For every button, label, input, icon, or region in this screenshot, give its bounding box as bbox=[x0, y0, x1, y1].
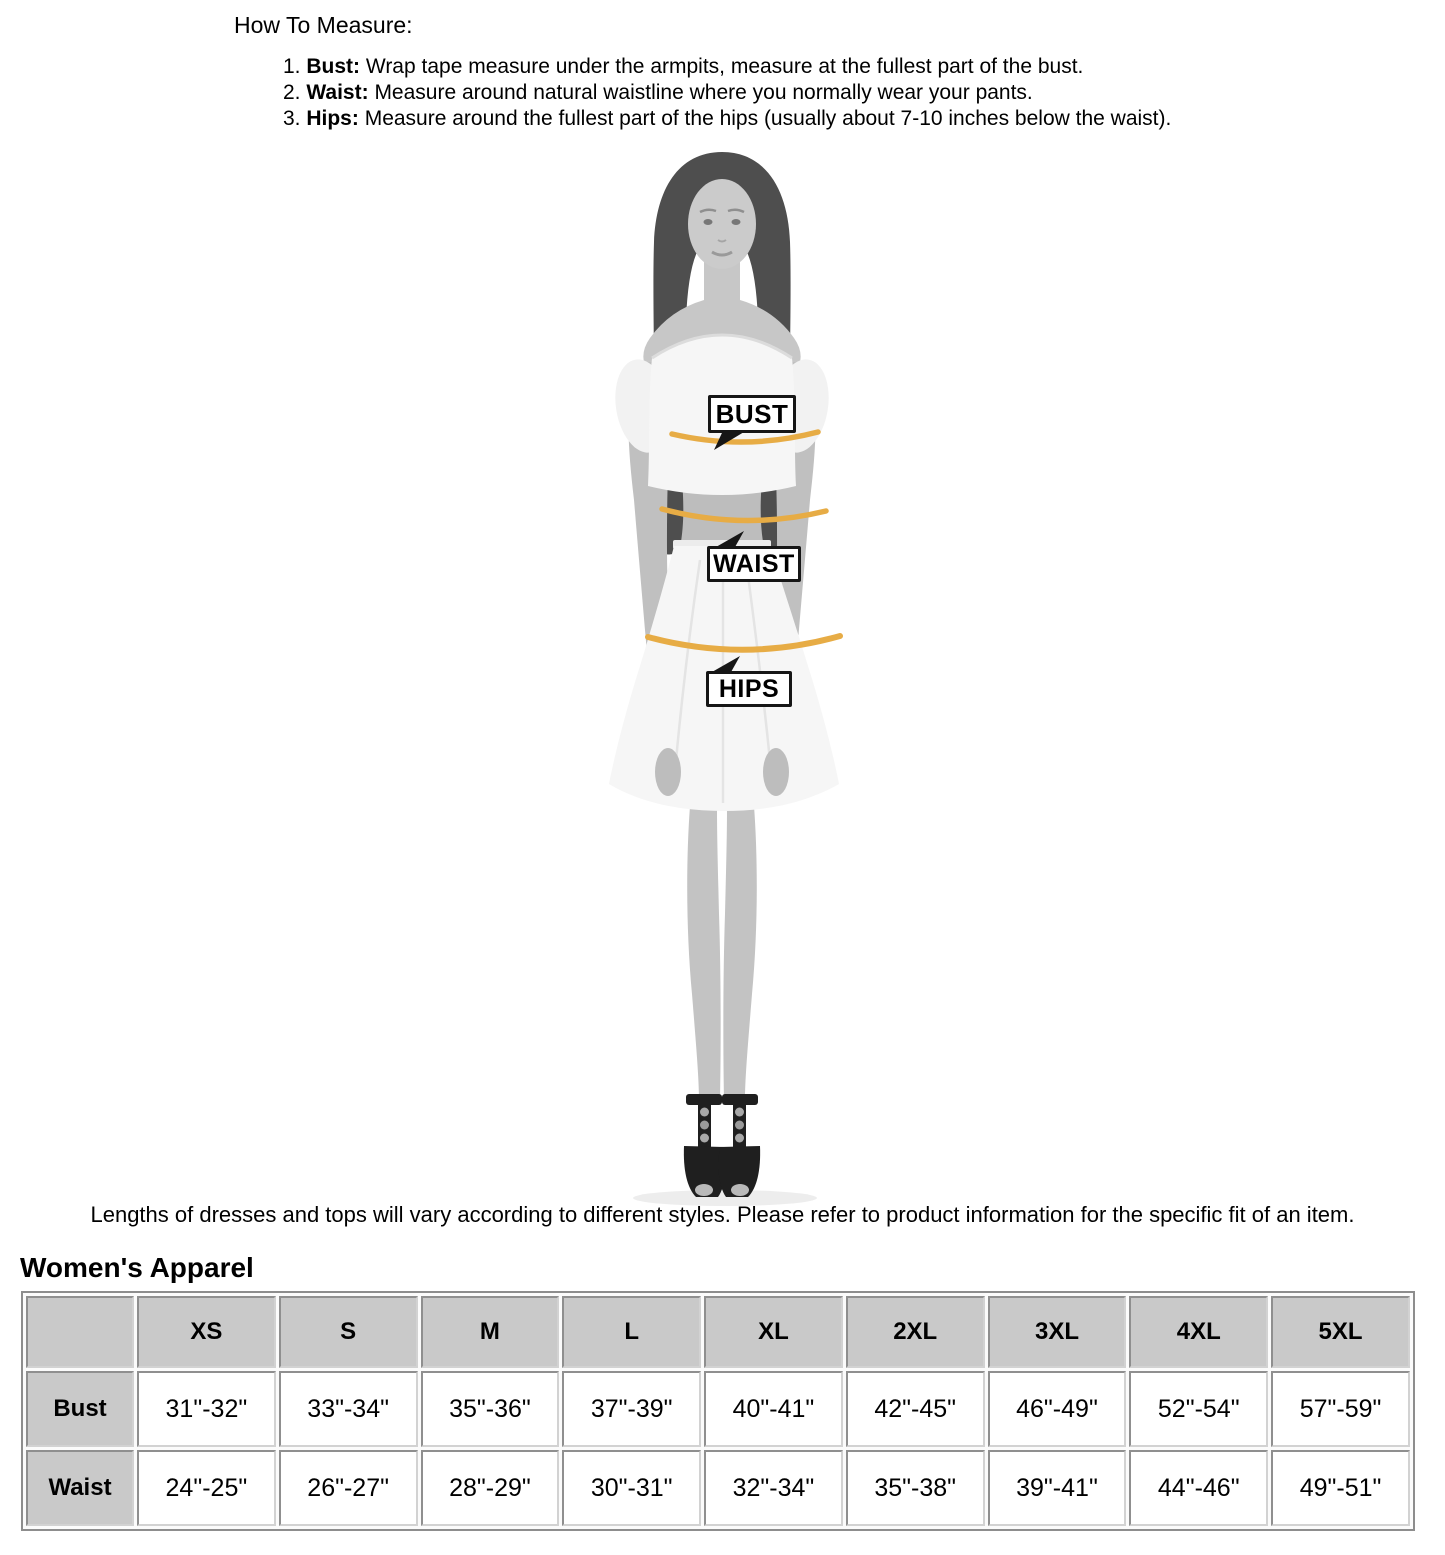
instruction-bust bbox=[283, 54, 1171, 80]
row-label-bust: Bust bbox=[26, 1371, 134, 1447]
bust-row bbox=[26, 1371, 1410, 1447]
waist-row bbox=[26, 1450, 1410, 1526]
size-cell: 37"-39" bbox=[562, 1371, 701, 1447]
left-hand bbox=[655, 748, 681, 796]
col-header-xs: XS bbox=[137, 1296, 276, 1368]
col-header-2xl: 2XL bbox=[846, 1296, 985, 1368]
instruction-waist bbox=[283, 80, 1171, 106]
col-header-s: S bbox=[279, 1296, 418, 1368]
size-cell: 32"-34" bbox=[704, 1450, 843, 1526]
size-cell: 33"-34" bbox=[279, 1371, 418, 1447]
right-hand bbox=[763, 748, 789, 796]
corner-cell bbox=[26, 1296, 134, 1368]
size-cell: 39"-41" bbox=[988, 1450, 1127, 1526]
womens-apparel-heading: Women's Apparel bbox=[20, 1252, 254, 1283]
col-header-xl: XL bbox=[704, 1296, 843, 1368]
instruction-text: Measure around natural waistline where you normally wear your pants. bbox=[374, 81, 1033, 104]
measure-instructions bbox=[283, 54, 1171, 132]
size-table bbox=[21, 1291, 1415, 1531]
bust-label-tag: BUST bbox=[708, 395, 796, 433]
instruction-number: 1. bbox=[283, 55, 301, 78]
measurement-figure bbox=[540, 148, 910, 1208]
col-header-4xl: 4XL bbox=[1129, 1296, 1268, 1368]
instruction-label: Hips: bbox=[306, 107, 359, 130]
size-cell: 26"-27" bbox=[279, 1450, 418, 1526]
size-cell: 35"-38" bbox=[846, 1450, 985, 1526]
instruction-number: 2. bbox=[283, 81, 301, 104]
left-shoe bbox=[684, 1094, 726, 1197]
hips-label-tag: HIPS bbox=[706, 671, 792, 707]
waist-label-tag: WAIST bbox=[707, 546, 801, 582]
size-cell: 28"-29" bbox=[421, 1450, 560, 1526]
size-cell: 40"-41" bbox=[704, 1371, 843, 1447]
right-shoe bbox=[718, 1094, 760, 1197]
right-leg bbox=[723, 806, 756, 1100]
col-header-3xl: 3XL bbox=[988, 1296, 1127, 1368]
instruction-text: Wrap tape measure under the armpits, measure at the fullest part of the bust. bbox=[365, 55, 1084, 78]
fit-note: Lengths of dresses and tops will vary according to different styles. Please refer to product information for the specific fit of an item. bbox=[90, 1202, 1355, 1227]
size-cell: 42"-45" bbox=[846, 1371, 985, 1447]
instruction-hips bbox=[283, 106, 1171, 132]
size-cell: 31"-32" bbox=[137, 1371, 276, 1447]
size-cell: 24"-25" bbox=[137, 1450, 276, 1526]
size-cell: 57"-59" bbox=[1271, 1371, 1410, 1447]
col-header-m: M bbox=[421, 1296, 560, 1368]
instruction-text: Measure around the fullest part of the hips (usually about 7-10 inches below the waist). bbox=[364, 107, 1172, 130]
instruction-label: Bust: bbox=[306, 55, 361, 78]
size-table-header-row bbox=[26, 1296, 1410, 1368]
size-cell: 44"-46" bbox=[1129, 1450, 1268, 1526]
col-header-l: L bbox=[562, 1296, 701, 1368]
row-label-waist: Waist bbox=[26, 1450, 134, 1526]
instruction-number: 3. bbox=[283, 107, 301, 130]
size-cell: 30"-31" bbox=[562, 1450, 701, 1526]
size-cell: 35"-36" bbox=[421, 1371, 560, 1447]
size-cell: 52"-54" bbox=[1129, 1371, 1268, 1447]
how-to-measure-title: How To Measure: bbox=[234, 12, 413, 38]
size-cell: 46"-49" bbox=[988, 1371, 1127, 1447]
col-header-5xl: 5XL bbox=[1271, 1296, 1410, 1368]
left-leg bbox=[687, 806, 720, 1100]
size-cell: 49"-51" bbox=[1271, 1450, 1410, 1526]
instruction-label: Waist: bbox=[306, 81, 369, 104]
